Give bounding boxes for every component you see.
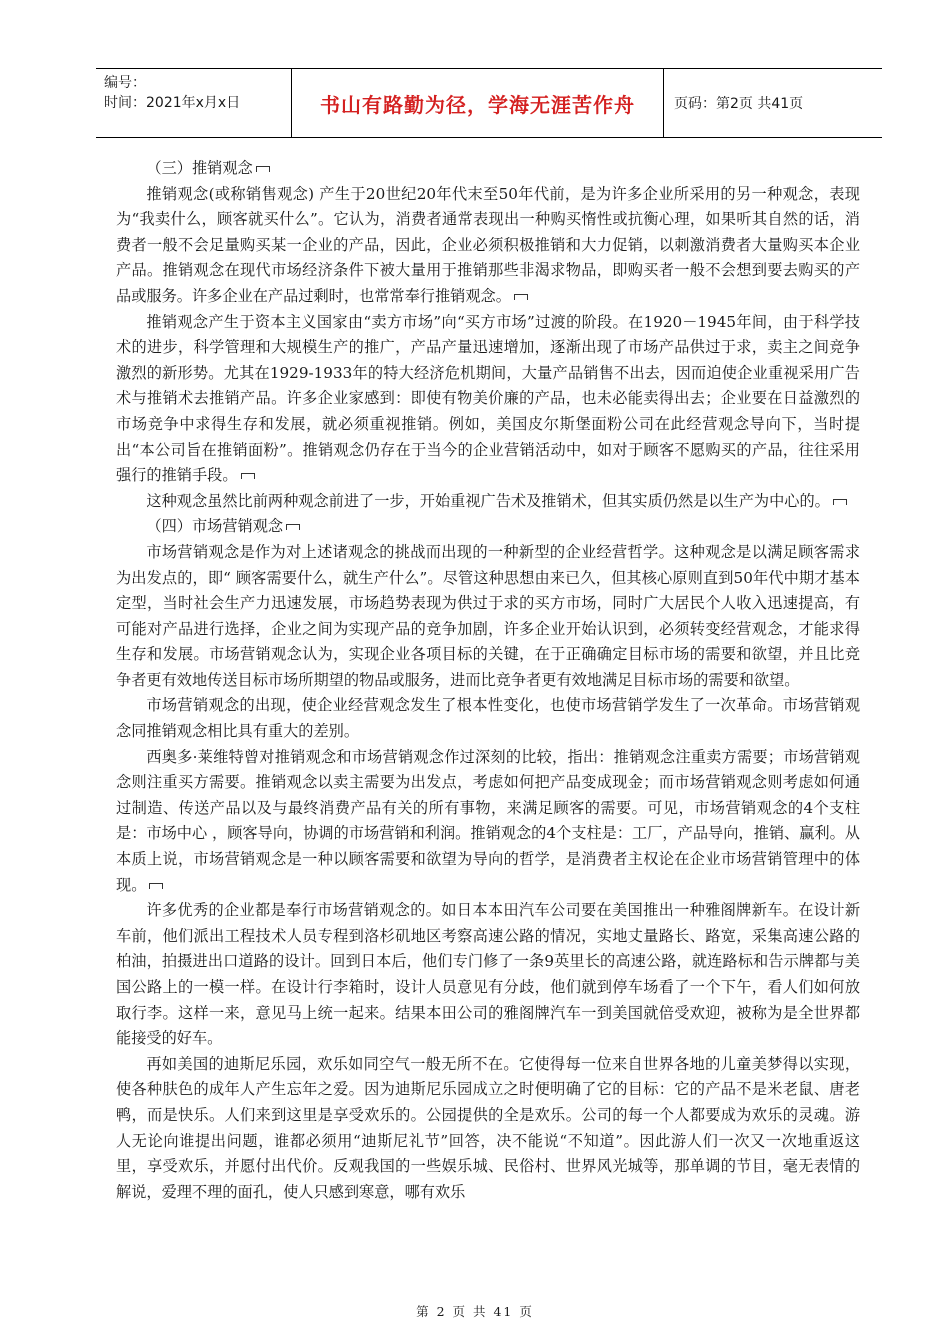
header-page-info: 页码：第2页 共41页 — [674, 96, 804, 112]
header-time: 时间：2021年x月x日 — [104, 95, 241, 111]
paragraph: 这种观念虽然比前两种观念前进了一步，开始重视广告术及推销术，但其实质仍然是以生产为中心的。 — [116, 489, 860, 515]
header-motto: 书山有路勤为径，学海无涯苦作舟 — [292, 69, 664, 137]
page-footer: 第 2 页 共 41 页 — [416, 1304, 534, 1319]
paragraph: 再如美国的迪斯尼乐园，欢乐如同空气一般无所不在。它使得每一位来自世界各地的儿童美梦得以实现，使各种肤色的成年人产生忘年之爱。因为迪斯尼乐园成立之时便明确了它的目标：它的产品不是米老鼠、唐老鸭，而是快乐。人们来到这里是享受欢乐的。公园提供的全是欢乐。公司的每一个人都要成为欢乐的灵魂。游人无论向谁提出问题，谁都必须用“迪斯尼礼节”回答，决不能说“不知道”。因此游人们一次又一次地重返这里，享受欢乐，并愿付出代价。反观我国的一些娱乐城、民俗村、世界风光城等，那单调的节目，毫无表情的解说，爱理不理的面孔，使人只感到寒意，哪有欢乐 — [116, 1054, 860, 1201]
document-body — [116, 156, 860, 1205]
section-heading: （四）市场营销观念 — [116, 514, 860, 540]
paragraph: 许多优秀的企业都是奉行市场营销观念的。如日本本田汽车公司要在美国推出一种雅阁牌新车。在设计新车前，他们派出工程技术人员专程到洛杉矶地区考察高速公路的情况，实地丈量路长、路宽，采集高速公路的柏油，拍摄进出口道路的设计。回到日本后，他们专门修了一条9英里长的高速公路，就连路标和告示牌都与美国公路上的一模一样。在设计行李箱时，设计人员意见有分歧，他们就到停车场看了一个下午，看人们如何放取行李。这样一来，意见马上统一起来。结果本田公司的雅阁牌汽车一到美国就倍受欢迎，被称为是全世界都能接受的好车。 — [116, 901, 860, 1048]
paragraph-mark-icon — [241, 473, 255, 479]
header-number: 编号： — [104, 75, 146, 91]
paragraph-mark-icon — [286, 524, 300, 530]
header-meta — [96, 69, 292, 137]
page-header — [96, 68, 882, 138]
paragraph-mark-icon — [149, 883, 163, 889]
paragraph: 市场营销观念是作为对上述诸观念的挑战而出现的一种新型的企业经营哲学。这种观念是以满足顾客需求为出发点的，即“ 顾客需要什么，就生产什么”。尽管这种思想由来已久，但其核心原则直到50年代中期才基本定型，当时社会生产力迅速发展，市场趋势表现为供过于求的买方市场，同时广大居民个人收入迅速提高，有可能对产品进行选择，企业之间为实现产品的竞争加剧，许多企业开始认识到，必须转变经营观念，才能求得生存和发展。市场营销观念认为，实现企业各项目标的关键，在于正确确定目标市场的需要和欲望，并且比竞争者更有效地传送目标市场所期望的物品或服务，进而比竞争者更有效地满足目标市场的需要和欲望。 — [116, 542, 860, 689]
paragraph: 推销观念产生于资本主义国家由“卖方市场”向“买方市场”过渡的阶段。在1920－1945年间，由于科学技术的进步，科学管理和大规模生产的推广，产品产量迅速增加，逐渐出现了市场产品供过于求，卖主之间竞争激烈的新形势。尤其在1929-1933年的特大经济危机期间，大量产品销售不出去，因而迫使企业重视采用广告术与推销术去推销产品。许多企业家感到：即使有物美价廉的产品，也未必能卖得出去；企业要在日益激烈的市场竞争中求得生存和发展，就必须重视推销。例如，美国皮尔斯堡面粉公司在此经营观念导向下，当时提出“本公司旨在推销面粉”。推销观念仍存在于当今的企业营销活动中，如对于顾客不愿购买的产品，往往采用强行的推销手段。 — [116, 312, 860, 485]
paragraph: 西奥多·莱维特曾对推销观念和市场营销观念作过深刻的比较，指出：推销观念注重卖方需要；市场营销观念则注重买方需要。推销观念以卖主需要为出发点，考虑如何把产品变成现金；而市场营销观念则考虑如何通过制造、传送产品以及与最终消费产品有关的所有事物，来满足顾客的需要。可见，市场营销观念的4个支柱是：市场中心 ，顾客导向，协调的市场营销和利润。推销观念的4个支柱是：工厂，产品导向，推销、赢利。从本质上说，市场营销观念是一种以顾客需要和欲望为导向的哲学，是消费者主权论在企业市场营销管理中的体现。 — [116, 747, 860, 894]
paragraph-mark-icon — [514, 294, 528, 300]
paragraph: 市场营销观念的出现，使企业经营观念发生了根本性变化，也使市场营销学发生了一次革命。市场营销观念同推销观念相比具有重大的差别。 — [116, 696, 860, 741]
paragraph: 推销观念(或称销售观念) 产生于20世纪20年代末至50年代前，是为许多企业所采用的另一种观念，表现为“我卖什么，顾客就买什么”。它认为，消费者通常表现出一种购买惰性或抗衡心理，如果听其自然的话，消费者一般不会足量购买某一企业的产品，因此，企业必须积极推销和大力促销，以刺激消费者大量购买本企业产品。推销观念在现代市场经济条件下被大量用于推销那些非渴求物品，即购买者一般不会想到要去购买的产品或服务。许多企业在产品过剩时，也常常奉行推销观念。 — [116, 184, 860, 305]
section-heading: （三）推销观念 — [116, 156, 860, 182]
paragraph-mark-icon — [256, 166, 270, 172]
paragraph-mark-icon — [833, 499, 847, 505]
